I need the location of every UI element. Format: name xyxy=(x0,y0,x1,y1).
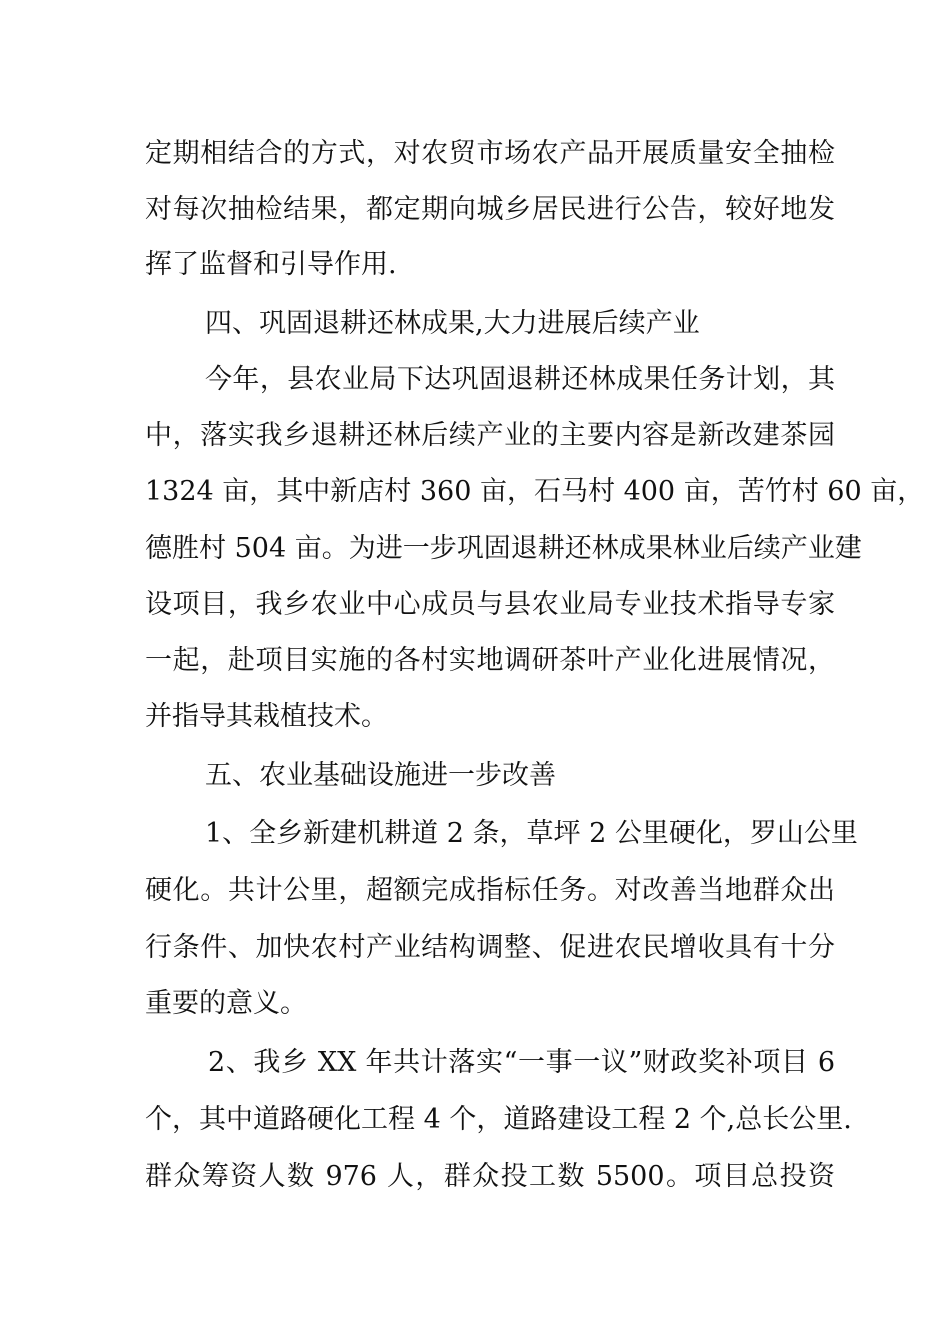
text-line: 群众筹资人数 976 人，群众投工数 5500。项目总投资 xyxy=(145,1161,835,1192)
text-line: 挥了监督和引导作用. xyxy=(145,249,397,280)
text-line: 1、全乡新建机耕道 2 条，草坪 2 公里硬化，罗山公里 xyxy=(205,818,858,849)
text-line: 设项目，我乡农业中心成员与县农业局专业技术指导专家 xyxy=(145,589,835,620)
text-line: 德胜村 504 亩。为进一步巩固退耕还林成果林业后续产业建 xyxy=(145,533,862,564)
text-line: 并指导其栽植技术。 xyxy=(145,701,388,732)
section-heading: 五、农业基础设施进一步改善 xyxy=(205,760,556,791)
text-line: 一起，赴项目实施的各村实地调研茶叶产业化进展情况， xyxy=(145,645,835,676)
section-heading: 四、巩固退耕还林成果,大力进展后续产业 xyxy=(205,308,700,339)
text-line: 硬化。共计公里，超额完成指标任务。对改善当地群众出 xyxy=(145,875,835,906)
text-line: 中，落实我乡退耕还林后续产业的主要内容是新改建茶园 xyxy=(145,420,835,451)
text-line: 1324 亩，其中新店村 360 亩，石马村 400 亩，苦竹村 60 亩， xyxy=(145,476,925,507)
text-line: 对每次抽检结果，都定期向城乡居民进行公告，较好地发 xyxy=(145,194,835,225)
text-line: 2、我乡 XX 年共计落实“一事一议”财政奖补项目 6 xyxy=(208,1047,835,1078)
text-line: 定期相结合的方式，对农贸市场农产品开展质量安全抽检 xyxy=(145,138,835,169)
text-line: 个，其中道路硬化工程 4 个，道路建设工程 2 个,总长公里. xyxy=(145,1104,852,1135)
text-line: 重要的意义。 xyxy=(145,988,307,1019)
text-line: 今年，县农业局下达巩固退耕还林成果任务计划，其 xyxy=(205,364,835,395)
text-line: 行条件、加快农村产业结构调整、促进农民增收具有十分 xyxy=(145,932,835,963)
